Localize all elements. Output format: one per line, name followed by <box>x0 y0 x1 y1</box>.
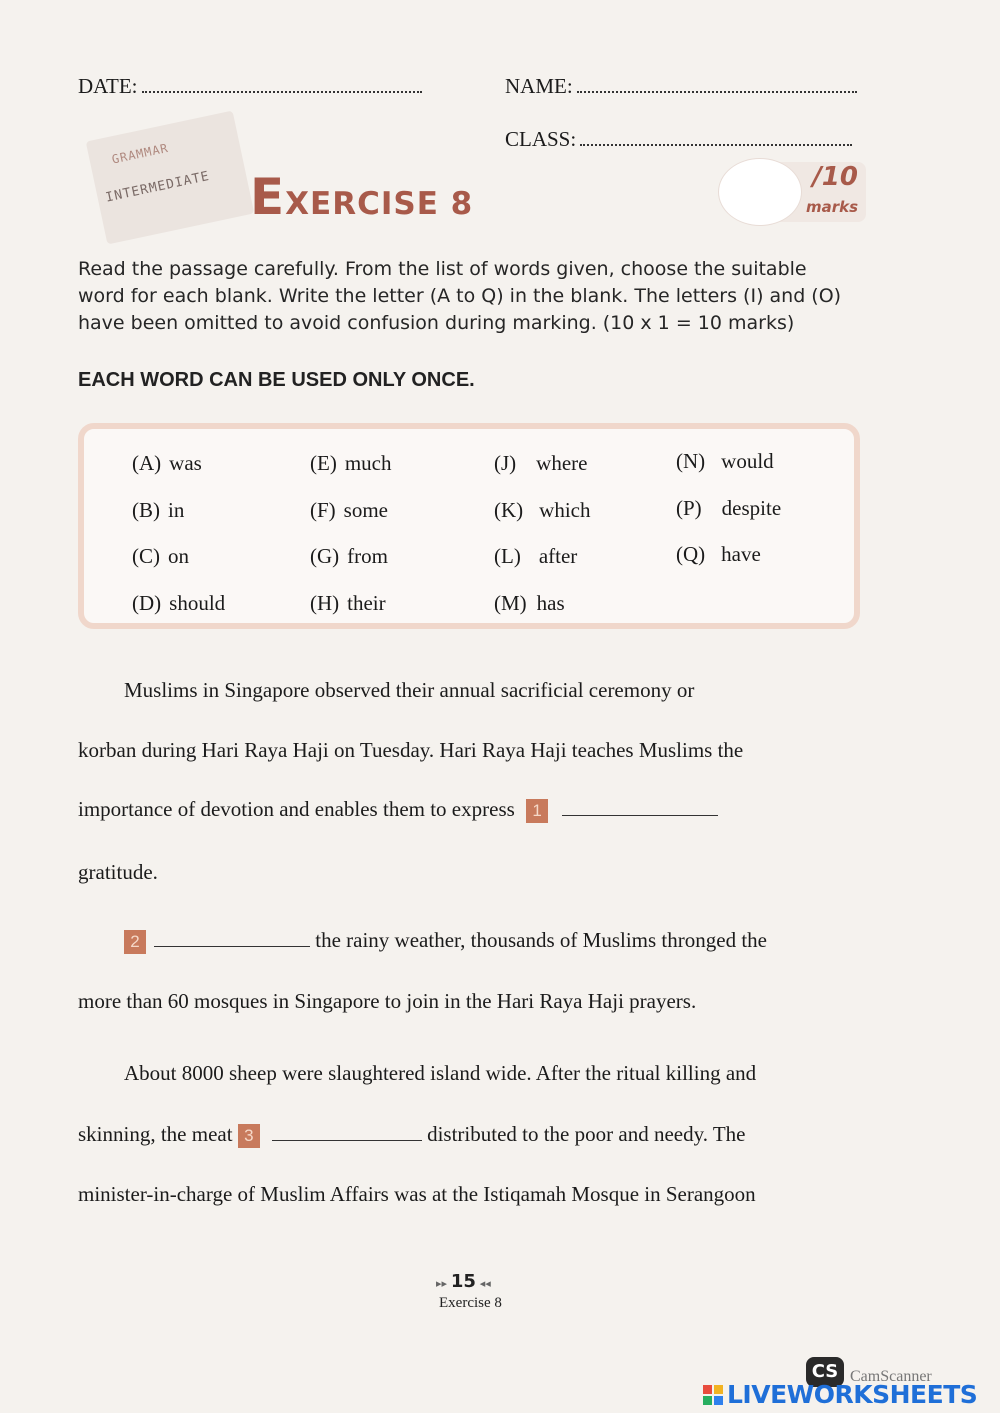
instructions <box>78 256 873 337</box>
stamp-grammar: GRAMMAR <box>110 140 170 167</box>
usage-note: EACH WORD CAN BE USED ONLY ONCE. <box>78 369 475 391</box>
camscanner-text: CamScanner <box>850 1368 932 1385</box>
word-bank <box>78 423 860 629</box>
liveworksheets-logo[interactable] <box>703 1380 977 1409</box>
passage-line: skinning, the meat 3 distributed to the poor and needy. The <box>78 1120 868 1148</box>
title-initial: E <box>250 168 286 226</box>
word-option: (F) some <box>310 498 388 522</box>
word-option: (J) where <box>494 451 588 475</box>
name-blank[interactable] <box>577 73 857 93</box>
answer-blank-2[interactable] <box>154 928 310 947</box>
marks-label: marks <box>805 198 858 216</box>
answer-blank-1[interactable] <box>562 797 718 816</box>
page-number: ▸▸ 15 ◂◂ <box>436 1271 491 1292</box>
score-circle[interactable] <box>718 158 802 226</box>
passage-line: Muslims in Singapore observed their annual sacrificial ceremony or <box>124 678 695 702</box>
marks-box <box>718 158 866 224</box>
blank-number: 1 <box>526 799 548 823</box>
passage-line: importance of devotion and enables them to express 1 <box>78 795 868 823</box>
date-label: DATE: <box>78 74 138 98</box>
name-field <box>505 73 857 99</box>
passage-line: more than 60 mosques in Singapore to join in the Hari Raya Haji prayers. <box>78 989 697 1013</box>
word-option: (M) has <box>494 591 565 615</box>
name-label: NAME: <box>505 74 573 98</box>
passage-line: About 8000 sheep were slaughtered island wide. After the ritual killing and <box>124 1061 757 1085</box>
word-option: (G) from <box>310 544 388 568</box>
word-option: (L) after <box>494 544 578 568</box>
word-option: (C) on <box>132 544 189 568</box>
liveworksheets-text: LIVEWORKSHEETS <box>727 1380 978 1409</box>
passage-line: 2 the rainy weather, thousands of Muslims thronged the <box>124 926 869 954</box>
instruction-line: Read the passage carefully. From the list of words given, choose the suitable <box>78 258 807 280</box>
word-option: (B) in <box>132 498 185 522</box>
marks-total: /10 <box>812 162 858 192</box>
passage-line: minister-in-charge of Muslim Affairs was at the Istiqamah Mosque in Serangoon <box>78 1182 756 1206</box>
class-field <box>505 126 852 152</box>
blank-number: 2 <box>124 930 146 954</box>
answer-blank-3[interactable] <box>272 1122 422 1141</box>
word-option: (H) their <box>310 591 386 615</box>
class-label: CLASS: <box>505 127 577 151</box>
footer-label: Exercise 8 <box>439 1295 502 1311</box>
exercise-title <box>250 168 473 226</box>
date-field <box>78 73 422 99</box>
instruction-line: have been omitted to avoid confusion during marking. (10 x 1 = 10 marks) <box>78 312 795 334</box>
level-stamp <box>86 111 255 245</box>
word-option: (P) despite <box>676 496 782 520</box>
passage-line: korban during Hari Raya Haji on Tuesday. Hari Raya Haji teaches Muslims the <box>78 738 744 762</box>
word-option: (A) was <box>132 451 202 475</box>
liveworksheets-grid-icon <box>703 1385 723 1405</box>
word-option: (Q) have <box>676 542 761 566</box>
stamp-intermediate: INTERMEDIATE <box>104 168 212 206</box>
camscanner-logo-icon: CS <box>806 1357 844 1387</box>
blank-number: 3 <box>238 1124 260 1148</box>
instruction-line: word for each blank. Write the letter (A to Q) in the blank. The letters (I) and (O) <box>78 285 842 307</box>
passage-line: gratitude. <box>78 860 158 884</box>
date-blank[interactable] <box>142 73 422 93</box>
word-option: (K) which <box>494 498 591 522</box>
word-option: (N) would <box>676 449 774 473</box>
class-blank[interactable] <box>580 126 852 146</box>
title-rest: XERCISE 8 <box>285 186 474 222</box>
word-option: (D) should <box>132 591 226 615</box>
word-option: (E) much <box>310 451 392 475</box>
